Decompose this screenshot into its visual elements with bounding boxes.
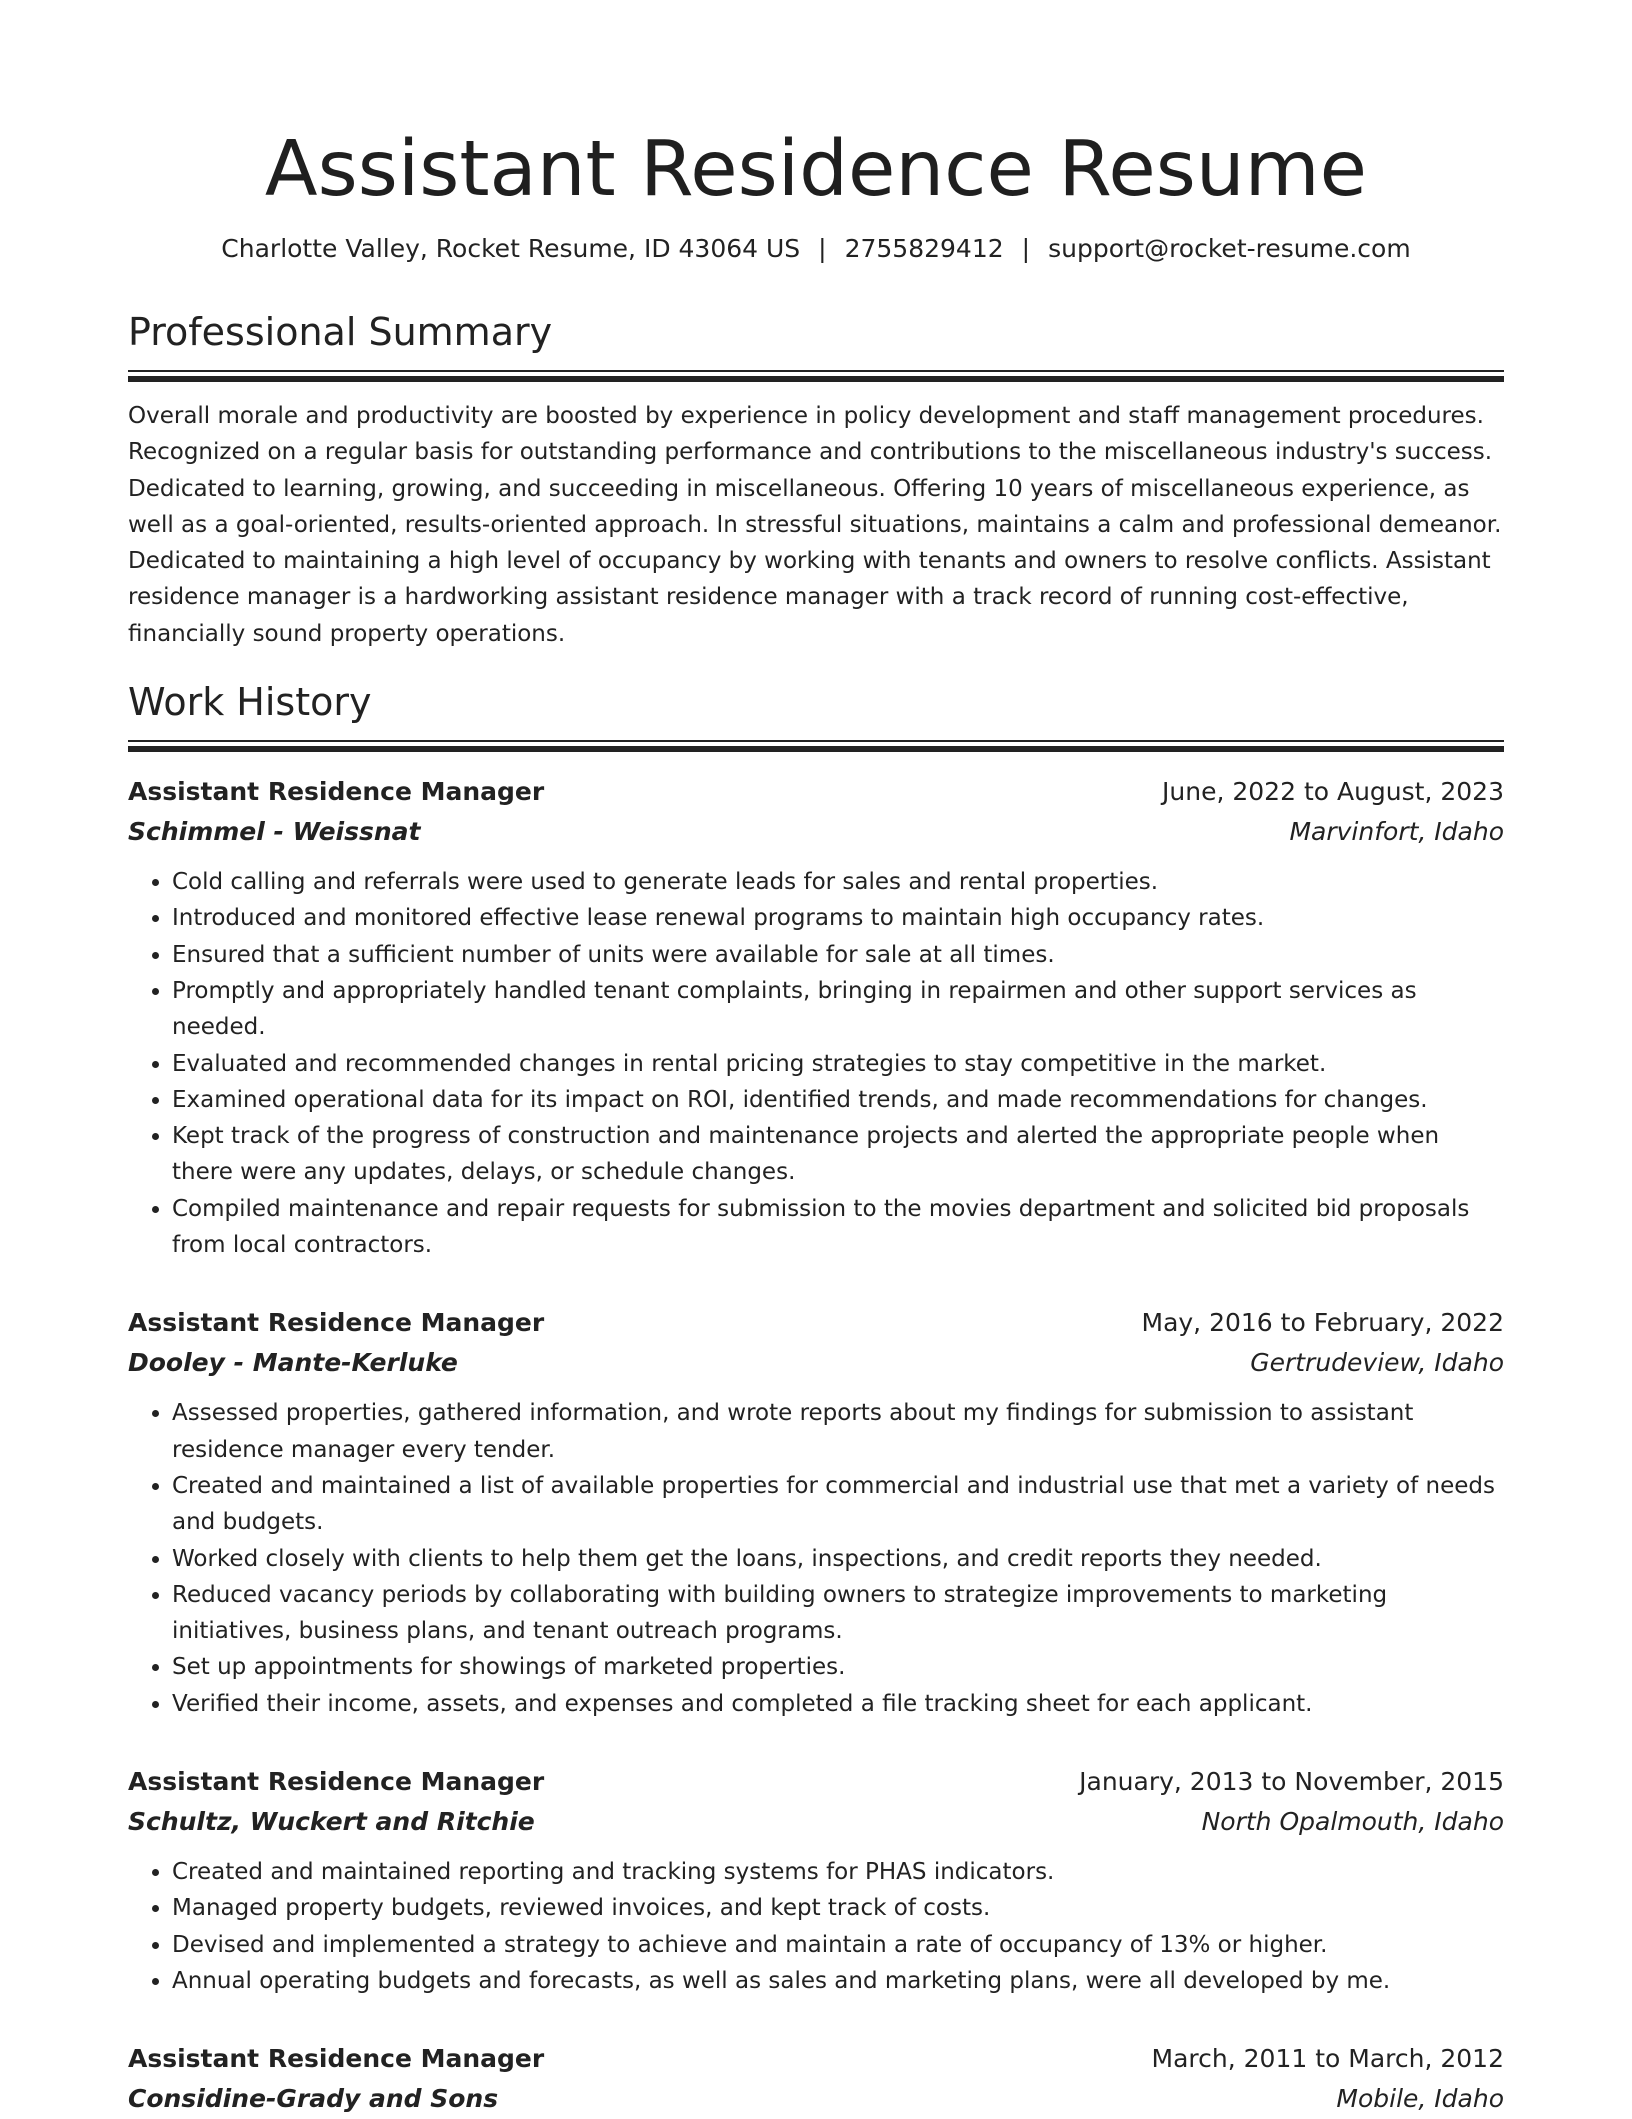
section-divider xyxy=(128,740,1504,752)
job-bullet: • Annual operating budgets and forecasts, as well as sales and marketing plans, were all developed by me. xyxy=(172,1963,1504,1999)
job-company-row xyxy=(128,2079,1504,2119)
job-company-row xyxy=(128,812,1504,852)
job-location: Mobile, Idaho xyxy=(1336,2084,1504,2114)
job-bullets xyxy=(128,864,1504,1263)
job-bullet: • Reduced vacancy periods by collaborating with building owners to strategize improvements to marketing initiatives, business plans, and tenant outreach programs. xyxy=(172,1577,1504,1650)
job-bullet: • Devised and implemented a strategy to achieve and maintain a rate of occupancy of 13% or higher. xyxy=(172,1927,1504,1963)
contact-email: support@rocket-resume.com xyxy=(1048,234,1411,263)
job-bullet: • Assessed properties, gathered information, and wrote reports about my findings for submission to assistant residence manager every tender. xyxy=(172,1395,1504,1468)
job-bullet: • Created and maintained reporting and tracking systems for PHAS indicators. xyxy=(172,1854,1504,1890)
job-entry xyxy=(128,2039,1504,2119)
resume-name: Assistant Residence Resume xyxy=(264,125,1368,214)
job-company: Schultz, Wuckert and Ritchie xyxy=(128,1807,535,1837)
job-company-row xyxy=(128,1343,1504,1383)
summary-text: Overall morale and productivity are boosted by experience in policy development and staff management procedures. Recognized on a regular basis for outstanding performance and contributions to the miscellaneous industry's success. Dedicated to learning, growing, and succeeding in miscellaneous. Offering 10 years of miscellaneous experience, as well as a goal-oriented, results-oriented approach. In stressful situations, maintains a calm and professional demeanor. Dedicated to maintaining a high level of occupancy by working with tenants and owners to resolve conflicts. Assistant residence manager is a hardworking assistant residence manager with a track record of running cost-effective, financially sound property operations. xyxy=(128,403,1502,647)
contact-separator: | xyxy=(1021,234,1031,263)
summary-heading: Professional Summary xyxy=(128,310,553,354)
job-title: Assistant Residence Manager xyxy=(128,777,545,807)
job-title: Assistant Residence Manager xyxy=(128,2044,545,2074)
job-company: Dooley - Mante-Kerluke xyxy=(128,1348,458,1378)
job-entry xyxy=(128,772,1504,1263)
job-dates: March, 2011 to March, 2012 xyxy=(1151,2044,1504,2074)
job-dates: January, 2013 to November, 2015 xyxy=(1079,1767,1504,1797)
section-divider xyxy=(128,370,1504,382)
summary-section xyxy=(128,308,1504,652)
job-header-row xyxy=(128,1303,1504,1343)
job-bullets xyxy=(128,1854,1504,1999)
job-bullet: • Ensured that a sufficient number of units were available for sale at all times. xyxy=(172,937,1504,973)
job-title: Assistant Residence Manager xyxy=(128,1767,545,1797)
work-history-heading: Work History xyxy=(128,680,372,725)
job-bullet: • Evaluated and recommended changes in rental pricing strategies to stay competitive in the market. xyxy=(172,1046,1504,1082)
job-header-row xyxy=(128,772,1504,812)
job-title: Assistant Residence Manager xyxy=(128,1308,545,1338)
job-bullet: • Promptly and appropriately handled tenant complaints, bringing in repairmen and other support services as needed. xyxy=(172,973,1504,1046)
work-history-section xyxy=(128,678,1504,2119)
job-company-row xyxy=(128,1802,1504,1842)
job-bullet: • Verified their income, assets, and expenses and completed a file tracking sheet for each applicant. xyxy=(172,1686,1504,1722)
job-bullet: • Managed property budgets, reviewed invoices, and kept track of costs. xyxy=(172,1890,1504,1926)
job-entry xyxy=(128,1303,1504,1722)
job-bullet: • Examined operational data for its impact on ROI, identified trends, and made recommendations for changes. xyxy=(172,1082,1504,1118)
job-location: North Opalmouth, Idaho xyxy=(1201,1807,1504,1837)
contact-address: Charlotte Valley, Rocket Resume, ID 43064 US xyxy=(221,234,801,263)
job-bullet: • Compiled maintenance and repair requests for submission to the movies department and solicited bid proposals from local contractors. xyxy=(172,1191,1504,1264)
job-bullet: • Created and maintained a list of available properties for commercial and industrial use that met a variety of needs and budgets. xyxy=(172,1468,1504,1541)
contact-separator: | xyxy=(818,234,827,263)
job-bullet: • Introduced and monitored effective lease renewal programs to maintain high occupancy rates. xyxy=(172,900,1504,936)
job-bullet: • Kept track of the progress of construction and maintenance projects and alerted the appropriate people when there were any updates, delays, or schedule changes. xyxy=(172,1118,1504,1191)
job-dates: May, 2016 to February, 2022 xyxy=(1141,1308,1504,1338)
contact-phone: 2755829412 xyxy=(844,234,1004,263)
job-bullet: • Cold calling and referrals were used to generate leads for sales and rental properties. xyxy=(172,864,1504,900)
job-header-row xyxy=(128,2039,1504,2079)
contact-line xyxy=(128,232,1504,266)
job-dates: June, 2022 to August, 2023 xyxy=(1162,777,1504,807)
job-bullet: • Set up appointments for showings of marketed properties. xyxy=(172,1649,1504,1685)
job-location: Gertrudeview, Idaho xyxy=(1250,1348,1504,1378)
job-bullets xyxy=(128,1395,1504,1722)
job-company: Schimmel - Weissnat xyxy=(128,817,421,847)
job-bullet: • Worked closely with clients to help them get the loans, inspections, and credit reports they needed. xyxy=(172,1541,1504,1577)
resume-page xyxy=(128,0,1504,2119)
job-header-row xyxy=(128,1762,1504,1802)
job-entry xyxy=(128,1762,1504,1999)
job-company: Considine-Grady and Sons xyxy=(128,2084,499,2114)
job-location: Marvinfort, Idaho xyxy=(1289,817,1504,847)
